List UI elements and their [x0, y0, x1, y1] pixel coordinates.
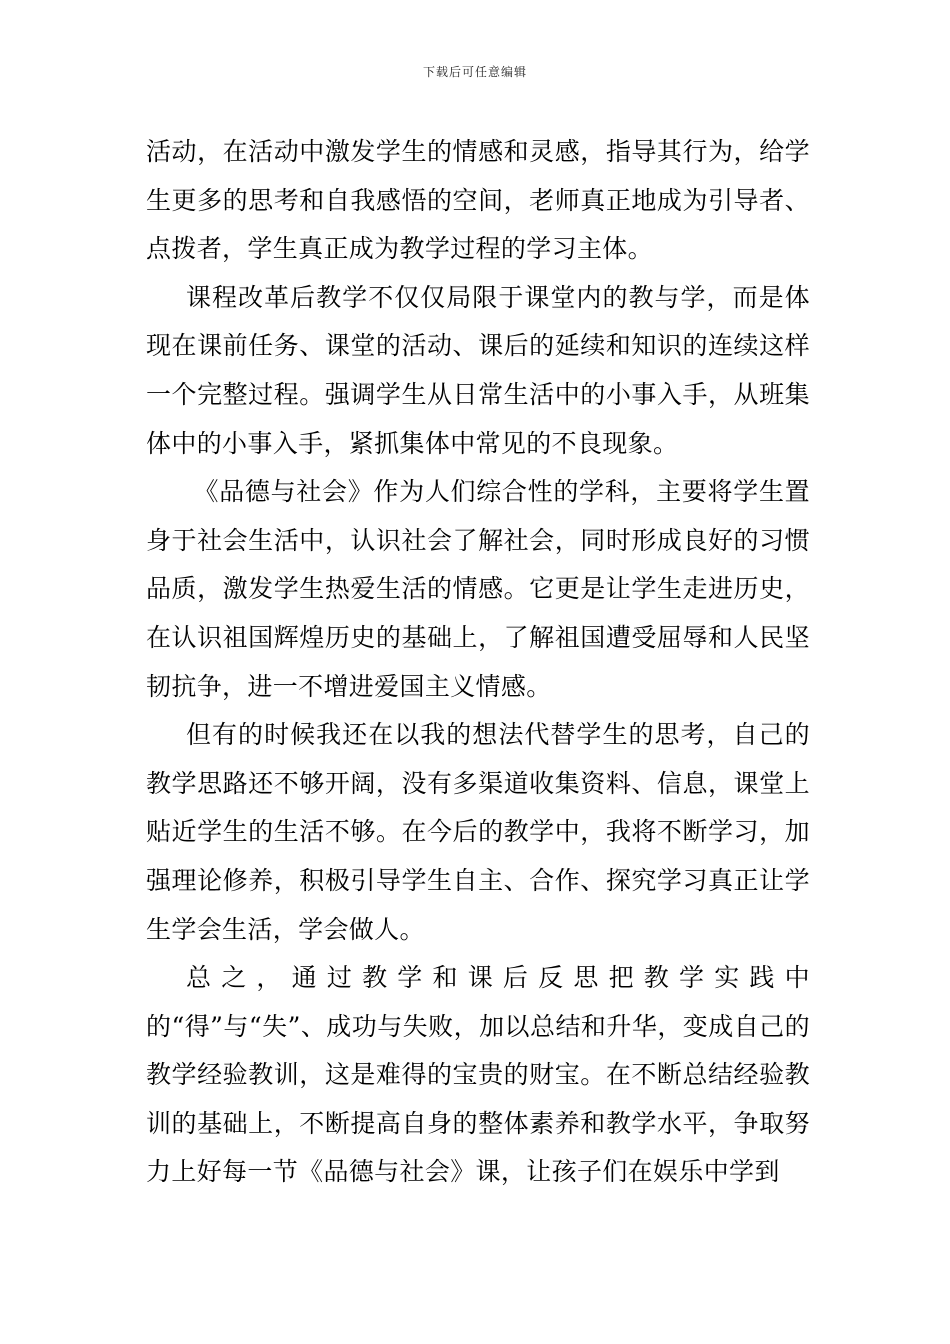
paragraph-4: 但有的时候我还在以我的想法代替学生的思考，自己的教学思路还不够开阔，没有多渠道收集资料、信息，课堂上贴近学生的生活不够。在今后的教学中，我将不断学习，加强理论修养，积极引导学生自主、合作、探究学习真正让学生学会生活，学会做人。	[146, 720, 810, 944]
document-body	[146, 128, 810, 1197]
paragraph-3: 《品德与社会》作为人们综合性的学科，主要将学生置身于社会生活中，认识社会了解社会，同时形成良好的习惯品质，激发学生热爱生活的情感。它更是让学生走进历史，在认识祖国辉煌历史的基础上，了解祖国遭受屈辱和人民坚韧抗争，进一不增进爱国主义情感。	[146, 477, 810, 701]
paragraph-5: 总之，通过教学和课后反思把教学实践中的“得”与“失”、成功与失败，加以总结和升华，变成自己的教学经验教训，这是难得的宝贵的财宝。在不断总结经验教训的基础上，不断提高自身的整体素养和教学水平，争取努力上好每一节《品德与社会》课，让孩子们在娱乐中学到	[146, 963, 810, 1187]
paragraph-1: 活动，在活动中激发学生的情感和灵感，指导其行为，给学生更多的思考和自我感悟的空间，老师真正地成为引导者、点拨者，学生真正成为教学过程的学习主体。	[146, 137, 810, 264]
page-header-note: 下载后可任意编辑	[422, 65, 527, 79]
paragraph-2: 课程改革后教学不仅仅局限于课堂内的教与学，而是体现在课前任务、课堂的活动、课后的延续和知识的连续这样一个完整过程。强调学生从日常生活中的小事入手，从班集体中的小事入手，紧抓集体中常见的不良现象。	[146, 282, 810, 458]
